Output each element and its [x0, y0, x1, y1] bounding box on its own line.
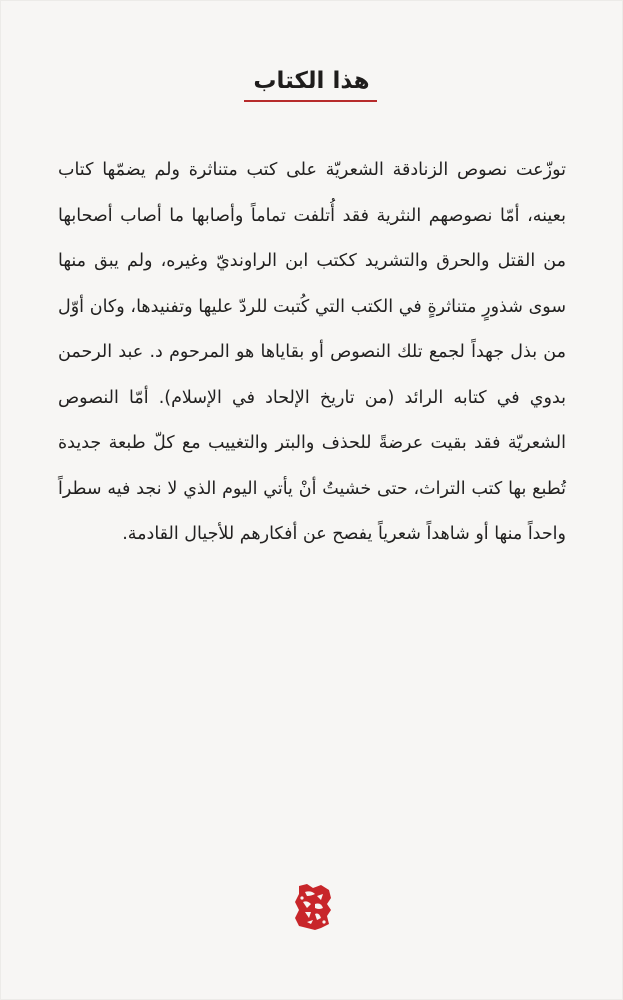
title-underline: [244, 100, 377, 102]
page-title: هذا الكتاب: [253, 68, 370, 94]
publisher-seal-icon: [291, 882, 335, 932]
blurb-paragraph: توزّعت نصوص الزنادقة الشعريّة على كتب متناثرة ولم يضمّها كتاب بعينه، أمّا نصوصهم النثرية فقد أُتلفت تماماً وأصابها ما أصاب أصحابها من القتل والحرق والتشريد ككتب ابن الراونديّ وغيره، ولم يبق منها سوى شذورٍ متناثرةٍ في الكتب التي كُتبت للردّ عليها وتفنيدها، وكان أوّل من بذل جهداً لجمع تلك النصوص أو بقاياها هو المرحوم د. عبد الرحمن بدوي في كتابه الرائد (من تاريخ الإلحاد في الإسلام). أمّا النصوص الشعريّة فقد بقيت عرضةً للحذف والبتر والتغييب مع كلّ طبعة جديدة تُطبع بها كتب التراث، حتى خشيتُ أنْ يأتي اليوم الذي لا نجد فيه سطراً واحداً منها أو شاهداً شعرياً يفصح عن أفكارهم للأجيال القادمة.: [58, 160, 566, 544]
